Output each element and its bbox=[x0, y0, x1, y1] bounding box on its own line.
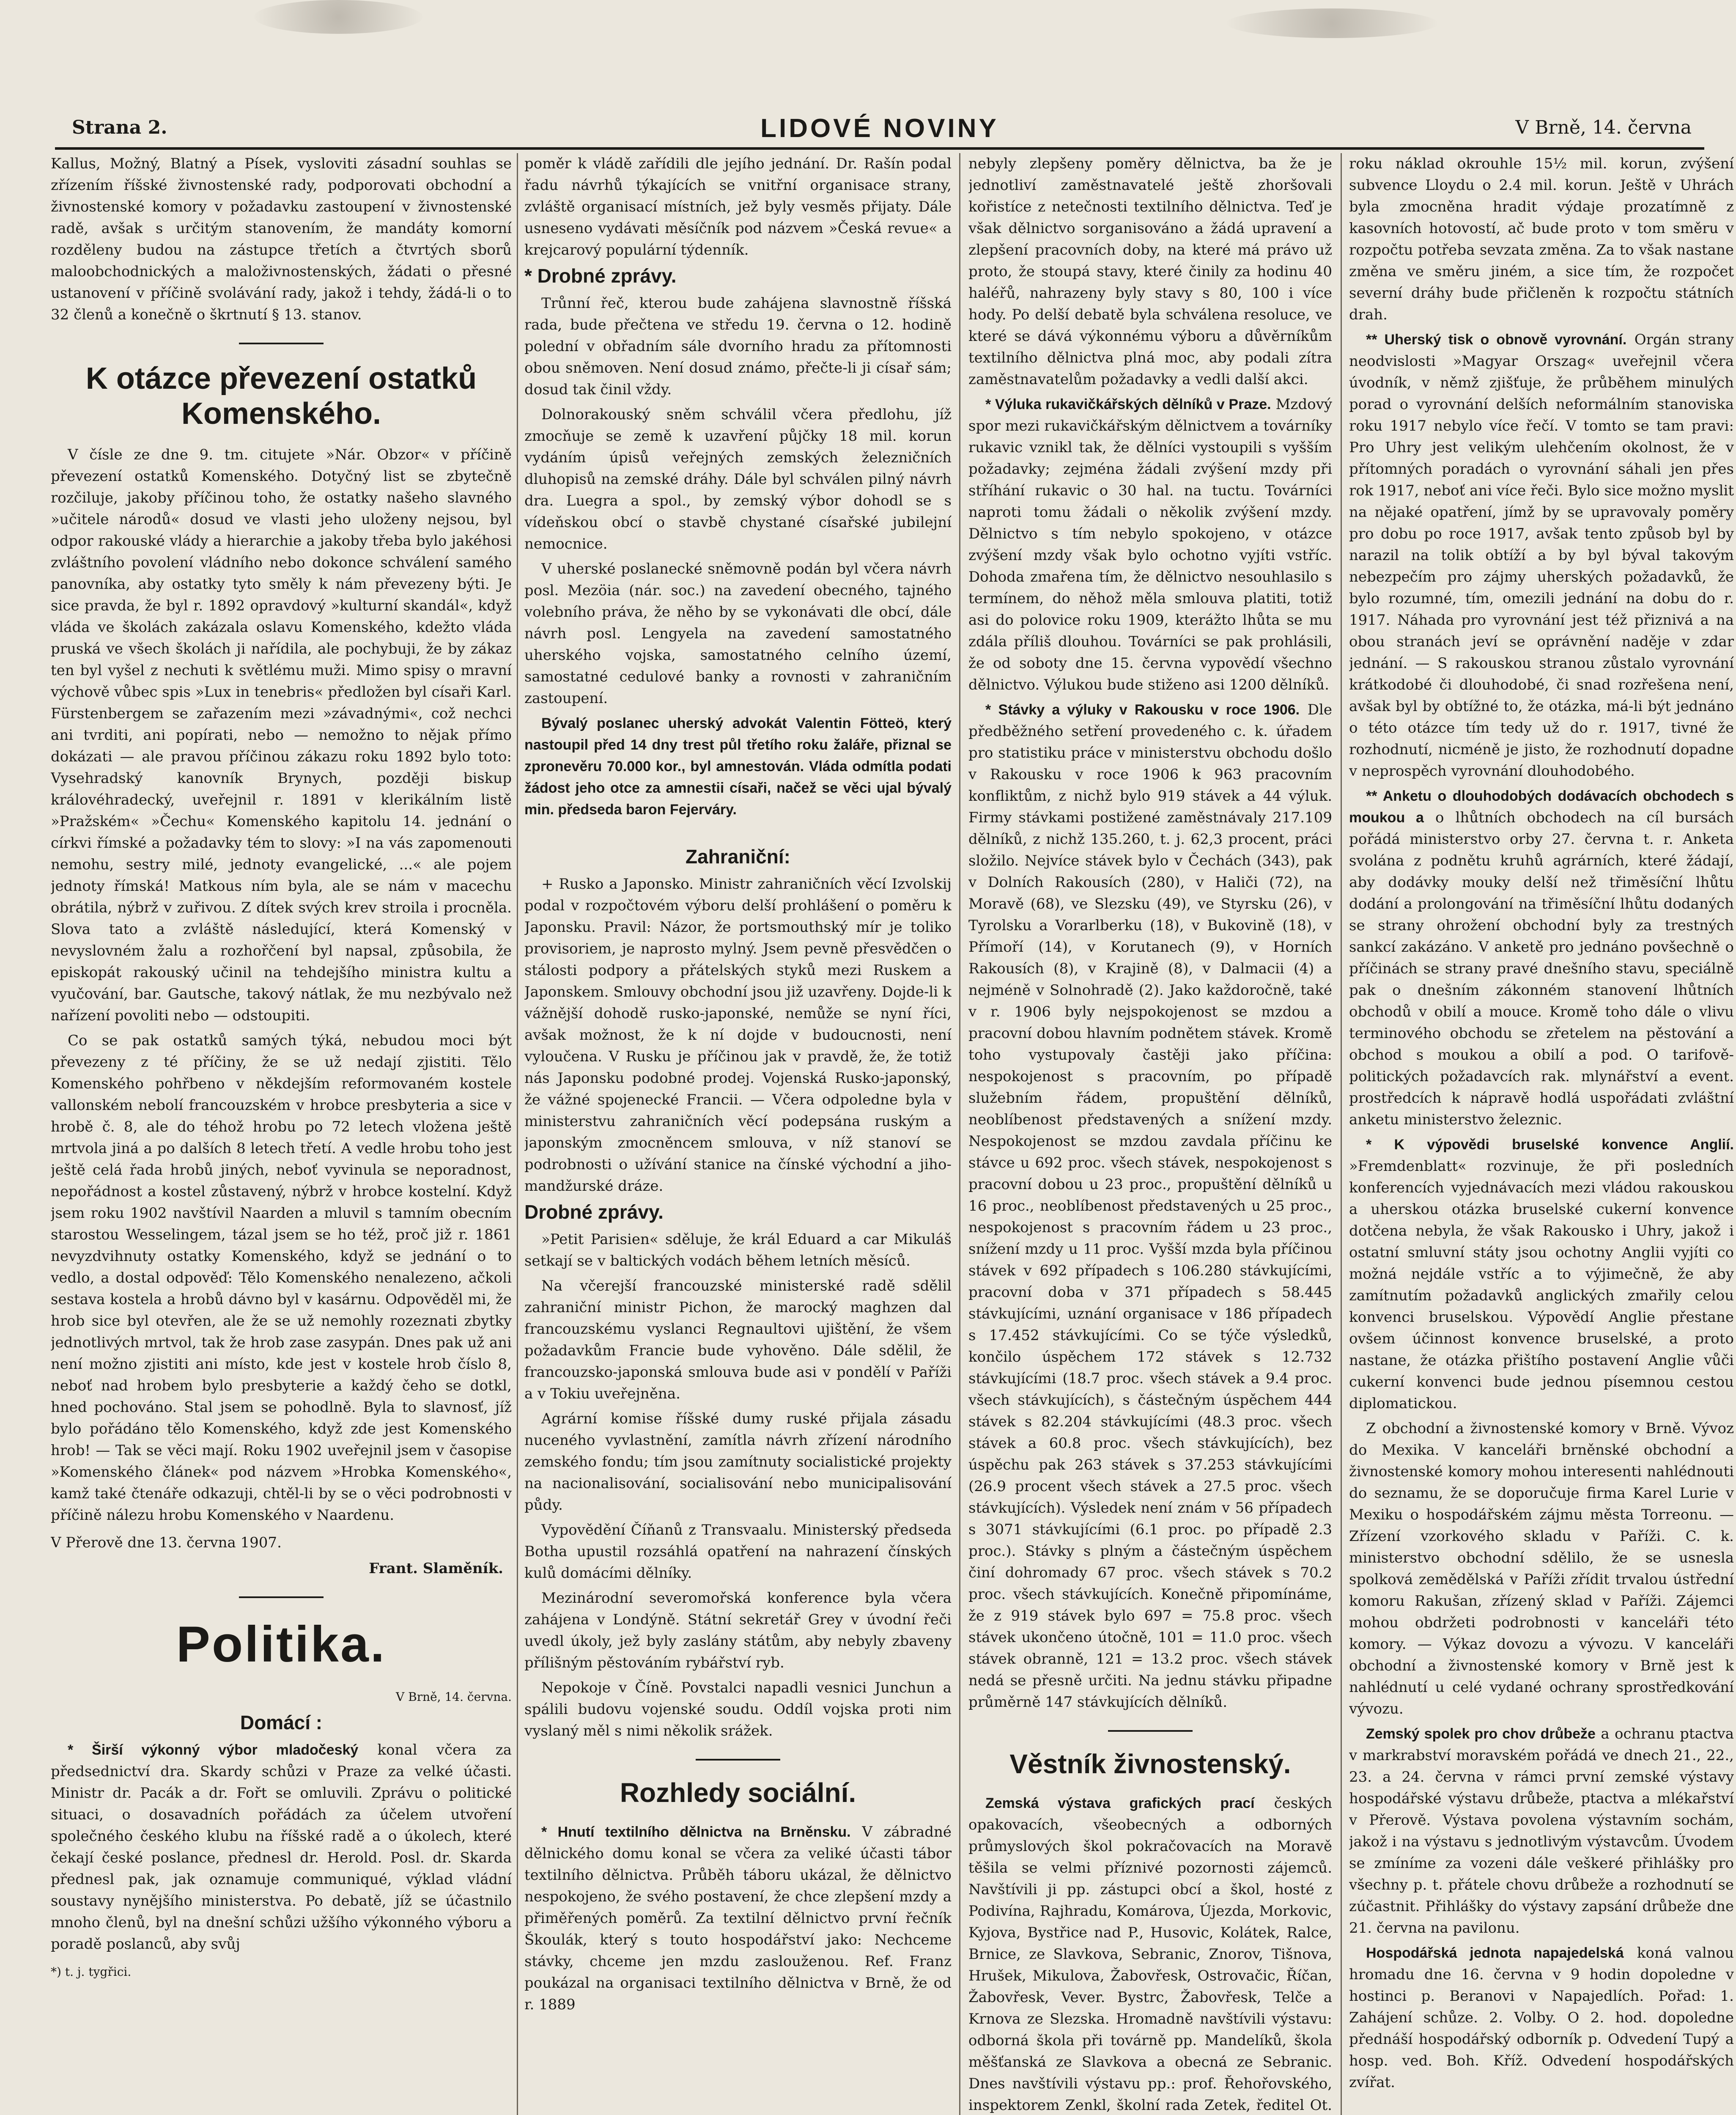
news-item bbox=[968, 394, 1332, 696]
news-lead: * K výpovědi bruselské konvence Anglií. bbox=[1366, 1137, 1734, 1153]
news-lead: * Hnutí textilního dělnictva na Brněnsku. bbox=[541, 1824, 851, 1840]
column-3 bbox=[968, 153, 1332, 2115]
news-text: konal včera za předsednictví dra. Skardy schůzi v Praze za velké účasti. Ministr dr. Pacák a dr. Fořt se omluvili. Zprávu o politické situaci, o dosavadních pořádách za účelem utvoření společného českého klubu na říšské radě a o úkolech, které čekají české poslance, přednesl dr. Herold. Posl. dr. Skarda přednesl pak, jak oznamuje communiqué, výklad vládní soustavy nynějšího ministerstva. Po debatě, jíž se účastnilo mnoho členů, byl na dnešní schůzi užšího výkonného výboru a poradě poslanců, aby svůj bbox=[51, 1741, 512, 1953]
news-item bbox=[968, 1793, 1332, 2115]
news-item: + Rusko a Japonsko. Ministr zahraničních věcí Izvolskij podal v rozpočtovém výboru delší prohlášení o poměru k Japonsku. Pravil: Názor, že portsmouthský mír je toliko provisoriem, je naprosto mylný. Jsem pevně přesvědčen o stálosti podpory a přátelských styků mezi Ruskem a Japonskem. Smlouvy obchodní jsou již uzavřeny. Dojde-li k vážnější dohodě rusko-japonské, nemůže se nyní říci, avšak možnost, že k ní dojde v budoucnosti, není vyloučena. V Rusku je příčinou jak v pravdě, že, že totiž nás Japonsku podobné prodej. Vojenská Rusko-japonský, že vážné spojenecké Francii. — Včera odpoledne byla v ministerstvu zahraničních věcí podepsána ruským a japonským zmocněncem smlouva, v níž stanoví se podrobnosti o užívání stanice na čínské východní a jiho-mandžurské dráze. bbox=[524, 876, 952, 1195]
column-2 bbox=[524, 153, 952, 2115]
section-divider bbox=[1108, 1730, 1193, 1732]
news-lead: ** Anketu o dlouhodobých dodávacích obchodech s moukou a bbox=[1349, 788, 1734, 826]
news-item: Dolnorakouský sněm schválil včera předlohu, jíž zmocňuje se země k uzavření půjčky 18 mil. korun vydáním úpisů veřejných zemských železničních dluhopisů na zemské dráhy. Dále byl schválen pilný návrh dra. Luegra a spol., by zemský výbor dohodl se s vídeňskou obcí o stavbě chystané císařské jubilejní nemocnice. bbox=[524, 406, 952, 552]
article-headline: K otázce převezení ostatků Komenského. bbox=[85, 362, 477, 431]
news-text: koná valnou hromadu dne 16. června v 9 hodin dopoledne v hostinci p. Beranovi v Napajedlích. Pořad: 1. Zahájení schůze. 2. Volby. O 2. hod. dopoledne přednáší hospodářský odborník p. Odvedení Tupý a hosp. ved. Boh. Kříž. Odvedení hospodářských zvířat. bbox=[1349, 1945, 1734, 2091]
column-rule bbox=[517, 153, 518, 2115]
news-text: Orgán strany neodvislosti »Magyar Orszag« uveřejnil včera úvodník, v němž zjišťuje, že průběhem minulých porad o vyrovnání delších neformálním stanoviska roku 1917 nebylo více řečí. V tomto se tam pravi: Pro Uhry jest velikým ulehčením okolnost, že v přítomných poradách o vyrovnání sáhali jen přes rok 1917, neboť ani více řeči. Bylo sice možno myslit na nějaké opatření, jímž by se upravovaly poměry pro dobu po roce 1917, avšak tento způsob byl by narazil na tolik obtíží a by byl býval takovým nebezpečím pro zájmy uherských požadavků, že bylo rozumné, tím, omezili jednání na dobu do r. 1917. Náhada pro vyrovnání jest též přiznivá a na obou stranách jeví se oprávnění naděje v zdar jednání. — S rakouskou stranou zůstalo vyrovnání krátkodobé či dlouhodobé, či snad rozřešena není, avšak byl by obtížné to, že otázka, má-li být jednáno o této otázce tím tedy už do r. 1917, tivné že rozhodnutí, nicméně je jisto, že rozhodnutí dopadne v neprospěch vyrovnání dlouhodobého. bbox=[1349, 331, 1734, 780]
section-divider bbox=[239, 343, 324, 344]
subsection-title: * Drobné zprávy. bbox=[524, 265, 677, 287]
news-item: Na včerejší francouzské ministerské radě sdělil zahraniční ministr Pichon, že marocký maghzen dal francouzskému vyslanci Regnaultovi ujištění, že všem požadavkům Francie bude vyhověno. Dále sdělil, že francouzsko-japonská smlouva bude asi v pondělí v Paříži a v Tokiu uveřejněna. bbox=[524, 1277, 952, 1402]
news-item: Z obchodní a živnostenské komory v Brně. Vývoz do Mexika. V kanceláři brněnské obchodní a živnostenské komory mohou interesenti nahlédnouti do seznamu, že se doporučuje firma Karel Lurie v Mexiku o hospodářském zájmu města Torreonu. — Zřízení vzorkového skladu v Paříži. C. k. ministerstvo obchodní sdělilo, že se usnesla spolková zemědělská v Paříži zřídit trvalou ústřední komoru Rakušan, zřízený sklad v Paříži. Zájemci mohou obdržeti podrobnosti v kanceláři této komory. — Výkaz dovozu a vývozu. V kanceláři obchodní a živnostenské komory v Brně jest k nahlédnutí u celé vydané ochrany sprostředkování vývozu. bbox=[1349, 1420, 1734, 1717]
news-continuation: nebyly zlepšeny poměry dělnictva, ba že je jednotliví zaměstnavatelé ještě zhoršovali kořistíce z netečnosti textilního dělnictva. Teď je však dělnictvo sorganisováno a žádá upravení a zlepšení pracovních doby, na které má právo už proto, že stoupá stavy, které činily za hodinu 40 haléřů, nahrazeny byly stavy s 80, 100 i více hody. Po delší debatě byla schválena resoluce, ve které se dává výkonnému výboru a důvěrníkům textilního dělnictva plná moc, aby podali zítra zaměstnavatelům požadavky a vedli další akci. bbox=[968, 155, 1332, 388]
column-rule bbox=[959, 153, 960, 2115]
section-dateline: V Brně, 14. června. bbox=[396, 1689, 512, 1704]
news-item bbox=[524, 1821, 952, 2016]
news-lead: * Širší výkonný výbor mladočeský bbox=[68, 1741, 359, 1758]
section-divider bbox=[239, 1596, 324, 1598]
news-item bbox=[968, 699, 1332, 1713]
news-item bbox=[1349, 786, 1734, 1131]
news-text: Dle předběžného setření provedeného c. k. úřadem pro statistiku práce v ministerstvu obchodu došlo v Rakousku v roce 1906 k 963 pracovním konfliktům, z nichž bylo 919 stávek a 44 výluk. Firmy stávkami postižené zaměstnávaly 217.109 dělníků, z nichž 135.260, t. j. 62,3 procent, práci složilo. Nejvíce stávek bylo v Čechách (343), pak v Dolních Rakousích (280), v Haliči (72), na Moravě (68), ve Slezsku (49), ve Styrsku (26), v Tyrolsku a Vorarlberku (18), v Bukovině (18), v Přímoří (14), v Korutanech (9), v Horních Rakousích (8), v Krajině (8), v Dalmacii (4) a nejméně v Solnohradě (2). Jako každoročně, také v r. 1906 byly nejspokojenost se mzdou a pracovní dobou hlavním podnětem stávek. Kromě toho vystupovaly častěji jako příčina: nespokojenost s pracovním, po případě služebním řádem, propuštění dělníků, neoblíbenost představených a snížení mzdy. Nespokojenost se mzdou zavdala příčinu ke stávce u 692 proc. všech stávek, nespokojenost s pracovní dobou u 23 proc., propuštění dělníků u 16 proc., neoblíbenost představených u 25 proc., nespokojenost s pracovním řádem u 23 proc., snížení mzdy u 11 proc. Vyšší mzda byla příčinou stávek v 692 případech s 106.280 stávkujícími, pracovní doba v 371 případech s 58.445 stávkujícími, uznání organisace v 186 případech s 17.452 stávkujícími. Co se týče výsledků, končilo úspěchem 172 stávek s 12.732 stávkujícími (18.7 proc. všech stávek a 9.4 proc. všech stávkujících), s částečným úspěchem 444 stávek s 82.204 stávkujícími (48.3 proc. všech stávek a 60.8 proc. všech stávkujících), bez úspěchu pak 263 stávek s 37.253 stávkujícími (26.9 procent všech stávek a 27.5 proc. všech stávkujících). Výsledek není znám v 56 případech s 3071 stávkujícími (6.1 proc. po případě 2.3 proc.). Stávky s plným a částečným úspěchem činí dohromady 67 proc. všech stávek s 70.2 proc. všech stávkujících. Konečně připomínáme, že z 919 stávek bylo 697 = 75.8 proc. všech stávek ukončeno útočně, 101 = 11.0 proc. všech stávek obranně, 121 = 13.2 proc. všech stávek nedá se přesně určiti. Na jednu stávku připadne průměrně 147 stávkujících dělníků. bbox=[968, 701, 1332, 1711]
section-title: Rozhledy sociální. bbox=[620, 1777, 856, 1808]
news-text: a ochranu ptactva v markrabství moravském pořádá ve dnech 21., 22., 23. a 24. června v rámci první zemské výstavy hospodářské výstavu drůbeže, ptactva a mlékařství v Přerově. Výstava povolena výstavním sochám, jakož i na výstavu s jednotlivým výstavcům. Úvodem se zmíníme za vozeni dále veškeré přihlášky pro všechny p. t. přátele chovu drůbeže a rozhodnutí se zúčastnit. Přihlášky do výstavy zapsání drůbeže dne 21. června na pavilonu. bbox=[1349, 1725, 1734, 1936]
news-lead: * Stávky a výluky v Rakousku v roce 1906. bbox=[985, 702, 1300, 718]
article-continuation: Kallus, Možný, Blatný a Písek, vysloviti zásadní souhlas se zřízením říšské živnostenské rady, podporovati obchodní a živnostenské komory v požadavku zastoupení v živnostenské radě, avšak s určitým stanovením, že mandáty komorní rozděleny budou na zástupce třetích a čtvrtých sborů maloobchodnických a maloživnostenských, žádati o přesné ustanovení v příčině svolávání rady, jakož i tehdy, žádá-li o to 32 členů a konečně o škrtnutí § 13. stanov. bbox=[51, 155, 512, 323]
article-paragraph: V čísle ze dne 9. tm. citujete »Nár. Obzor« v příčině převezení ostatků Komenského. Dotyčný list se zbytečně rozčiluje, jakoby příčinou toho, že ostatky našeho slavného »učitele národů« dosud ve vlasti jeho uloženy nejsou, byl odpor rakouské vlády a hierarchie a jakoby třeba bylo jakéhosi zvláštního povolení vládního nebo dokonce schválení samého panovníka, aby ostatky tyto směly k nám převezeny býti. Je sice pravda, že byl r. 1892 opravdový »kulturní skandál«, když vláda ve školách zakázala oslavu Komenského, kdežto vláda pruská ve všech školách ji nařídila, ale pochybuji, že by zákaz ten byl vyšel z nechuti k světlému muži. Mimo spisy o mravní výchově vůbec spis »Lux in tenebris« předložen byl císaři Karl. Fürstenbergem se zařazením mezi »závadnými«, což nechci ani tvrditi, ani popírati, nebo — nemožno to nějak přímo dokázati — ale pravou příčinou zákazu roku 1892 bylo toto: Vysehradský kanovník Brynych, později biskup královéhradecký, uveřejnil r. 1891 v klerikálním listě »Pražském« »Čechu« Komenského kapitolu 14. jednání o církvi římské a požadavky tém to slovy: »I na vás zapomenouti nemohu, sestry milé, jednoty evangelické, ...« ale pojem jednoty římská! Matkous ním byla, ale se nám v macechu obrátila, nýbrž v zuřivou. Z dítek svých krev stroila i procněla. Slova tato a zvláště následující, která Komenský v nevyslovném žalu a rozhořčení byl napsal, způsobila, že episkopát rakouský učinil na tehdejšího ministra kultu a vyučování, bar. Gautsche, takový nátlak, že mu nezbývalo než nařízení povoliti nebo — odstoupiti. bbox=[51, 446, 512, 1024]
news-text: o lhůtních obchodech na cíl bursách pořádá ministerstvo orby 27. června t. r. Anketa svolána z podnětu kruhů agrárních, které žádají, aby dodávky mouky delší než třiměsíční lhůtu dodání a prolongování na třiměsíční lhůtu dodaných se strany ohrožení obchodní byly za trestných sankcí zakázáno. V anketě pro jednáno povšechně o příčinách se strany pravé dnešního stavu, speciálně pak o dnešním zákonném stanovení lhůtních obchodů v obilí a mouce. Kromě toho dále o vlivu terminového obchodu se zřetelem na pěstování a obchod s moukou a obilí a pod. O tarifově-politických požadavcích rak. mlynářství a event. prostředcích k nápravě hodlá uspořádati zvláštní anketu ministerstvo železnic. bbox=[1349, 809, 1734, 1128]
subsection-title: Drobné zprávy. bbox=[524, 1201, 664, 1223]
news-lead: Zemská výstava grafických prací bbox=[985, 1795, 1255, 1811]
subsection-title: Domácí : bbox=[240, 1711, 323, 1733]
news-item: Vypovědění Číňanů z Transvaalu. Ministerský předseda Botha upustil rozsáhlá opatření na nahrazení čínských kulů domácími dělníky. bbox=[524, 1522, 952, 1582]
news-continuation: poměr k vládě zařídili dle jejího jednání. Dr. Rašín podal řadu návrhů týkajících se vnitřní organisace strany, zvláště organisací místních, jež byly vesměs přijaty. Dále usneseno vydávati měsíčník pod názvem »Česká revue« a krejcarový populární týdenník. bbox=[524, 155, 952, 258]
news-item: Agrární komise říšské dumy ruské přijala zásadu nuceného vyvlastnění, zamítla návrh zřízení národního zemského fondu; tím jsou zamítnuty socialistické projekty na nacionalisování, socialisování nebo municipalisování půdy. bbox=[524, 1410, 952, 1513]
paper-stain bbox=[254, 0, 423, 34]
article-dateline: V Přerově dne 13. června 1907. bbox=[51, 1534, 282, 1551]
column-rule bbox=[1341, 153, 1342, 2115]
news-item: Mezinárodní severomořská konference byla včera zahájena v Londýně. Státní sekretář Grey v úvodní řeči uvedl úkoly, jež byly zaslány státům, aby nebyly zbaveny přílišným pěstováním rybářství ryb. bbox=[524, 1590, 952, 1671]
news-lead: Hospodářská jednota napajedelská bbox=[1366, 1945, 1624, 1961]
subsection-title: Zahraniční: bbox=[686, 846, 790, 868]
news-text: V zábradné dělnického domu konal se včera za veliké účasti tábor textilního dělnictva. Průběh táboru ukázal, že dělnictvo nespokojeno, že svého postavení, že chce zlepšení mzdy a přiměřených poměrů. Za textilní dělnictvo první řečník Škoulák, který s touto hospodářství jako: Nechceme stávky, chceme jen mzdu zaslouženou. Ref. Franz poukázal na organisaci textilního dělnictva v Brně, že od r. 1889 bbox=[524, 1823, 952, 2013]
news-lead: * Výluka rukavičkářských dělníků v Praze. bbox=[985, 396, 1271, 412]
news-item: Trůnní řeč, kterou bude zahájena slavnostně říšská rada, bude přečtena ve středu 19. června o 12. hodině polední v obřadním sále dvorního hradu za přítomnosti obou sněmoven. Není dosud známo, přečte-li ji císař sám; dosud tak činil vždy. bbox=[524, 295, 952, 398]
news-item: Bývalý poslanec uherský advokát Valentin Fötteö, který nastoupil před 14 dny trest půl třetího roku žaláře, přiznal se zpronevěru 70.000 kor., byl amnestován. Vláda odmítla podati žádost jeho otce za amnestii císaři, načež se věci ujal bývalý min. předseda baron Fejerváry. bbox=[524, 715, 952, 818]
news-text: českých opakovacích, všeobecných a odborných průmyslových škol pokračovacích na Moravě těšila se velmi příznivé pozornosti zájemců. Navštívili ji pp. zástupci obcí a škol, hosté z Podivína, Rajhradu, Komárova, Újezda, Morkovic, Kyjova, Bystřice nad P., Husovic, Kolátek, Ralce, Brnice, ze Slavkova, Sebranic, Znorov, Tišnova, Hrušek, Mikulova, Žabovřesk, Ostrovačic, Říčan, Žabovřesk, Vever. Bystrc, Žabovřesk, Telče a Krnova ze Slezska. Hromadně navštívili výstavu: odborná škola při továrně pp. Mandelíků, škola měšťanská ze Slavkova a obecná ze Sebranic. Dnes navštívili výstavu pp.: prof. Řehořovského, inspektorem Zenkl, školní rada Zetek, ředitel Ot. bbox=[968, 1794, 1332, 2114]
news-text: Mzdový spor mezi rukavičkářským dělnictvem a továrníky rukavic vznikl tak, že dělníci vystoupili s vyšším požadavky; zejména žádali zvýšení mzdy při stříhání rukavic o 30 hal. na tuctu. Továrníci naproti tomu žádali o několik zvýšení mzdy. Dělnictvo s tím nebylo spokojeno, v otázce zvýšení mzdy však bylo ochotno vyjíti vstříc. Dohoda zmařena tím, že dělnictvo nesouhlasilo s termínem, do něhož měla smlouva platiti, totiž asi do polovice roku 1909, kterážto lhůta se mu zdála příliš dlouhou. Továrníci se pak prohlásili, že od soboty dne 15. června vypovědí všechno dělnictvo. Výlukou bude stiženo asi 1200 dělníků. bbox=[968, 396, 1332, 693]
newspaper-title: LIDOVÉ NOVINY bbox=[760, 114, 999, 143]
column-4 bbox=[1349, 153, 1734, 2115]
news-item: Nepokoje v Číně. Povstalci napadli vesnici Junchun a spálili budovu vojenské soudu. Oddíl vojska proti nim vyslaný měl s nimi několik srážek. bbox=[524, 1679, 952, 1739]
issue-date: V Brně, 14. června bbox=[1515, 117, 1692, 138]
section-title: Věstník živnostenský. bbox=[1009, 1749, 1291, 1779]
news-item: »Petit Parisien« sděluje, že král Eduard a car Mikuláš setkají se v baltických vodách během letních měsíců. bbox=[524, 1231, 952, 1269]
news-item: V uherské poslanecké sněmovně podán byl včera návrh posl. Mezöia (nár. soc.) na zavedení obecného, tajného volebního práva, že něho by se vykonávati dle obcí, dále návrh posl. Lengyela na zavedení samostatného uherského vojska, samostatného celního území, samostatné cedulové banky a rovnosti v zahraničním zastoupení. bbox=[524, 560, 952, 707]
news-item bbox=[51, 1739, 512, 1955]
page-header bbox=[55, 113, 1704, 150]
paper-stain bbox=[1226, 8, 1438, 38]
footnote: *) t. j. tygřici. bbox=[51, 1964, 132, 1979]
section-divider bbox=[696, 1759, 780, 1761]
column-1 bbox=[51, 153, 512, 2115]
news-text: »Fremdenblatt« rozvinuje, že při posledních konferencích vyjednávacích mezi vládou rakouskou a uherskou otázka bruselské cukerní konvence dotčena nebyla, že však Rakousko i Uhry, jakož i ostatní smluvní státy jsou ochotny Anglii vyjíti co možná nejdále vstříc a to výjimečně, že aby zamítnutím požadavků anglických zmařily celou konvenci bruselskou. Výpovědí Anglie přestane ovšem účinnost konvence bruselské, a proto nastane, že otázka přištího postavení Anglie vůči cukerní konvenci bude jednou písemnou cestou diplomatickou. bbox=[1349, 1158, 1734, 1412]
news-continuation: roku náklad okrouhle 15½ mil. korun, zvýšení subvence Lloydu o 2.4 mil. korun. Ještě v Uhrách byla zmocněna hradit výdaje prozatímně z kasovních hotovostí, ač bude proto v tom směru v rozpočtu potřeba sevzata změna. Za to však nastane změna ve směru jiném, a sice tím, že rozpočet severní dráhy bude přičleněn k rozpočtu státních drah. bbox=[1349, 155, 1734, 323]
article-signature: Frant. Slaměník. bbox=[369, 1560, 503, 1577]
news-item bbox=[1349, 1723, 1734, 1939]
news-lead: Zemský spolek pro chov drůbeže bbox=[1366, 1726, 1596, 1742]
section-title: Politika. bbox=[176, 1615, 387, 1673]
news-item bbox=[1349, 329, 1734, 782]
article-paragraph: Co se pak ostatků samých týká, nebudou moci být převezeny z té příčiny, že se už nedají zjistiti. Tělo Komenského pohřbeno v někdejším reformovaném kostele vallonském nebolí francouzském v hrobce presbyteria a sice v hrobě č. 8, ale do téhož hrobu po 72 letech vložena ještě mrtvola jiná a po dalších 8 letech třetí. A vedle hrobu toho jest ještě celá řada hrobů jiných, neboť vyvinula se neporadnost, nepořádnost a kostel zůstavený, nýbrž v hrobce kostelní. Když jsem roku 1902 navštívil Naarden a mluvil s tamním obecním starostou Wesselingem, tázal jsem se ho též, proč již r. 1861 nevyzdvihnuty ostatky Komenského, když se jednání o to vedlo, a dostal odpověď: Tělo Komenského nenalezeno, ačkoli sestava kostela a hrobů dávno byl v kasárnu. Odpověděl mi, že hrob sice byl otevřen, ale že se už nemohly rozeznati zbytky jednotlivých mrtvol, tak že hrob zase zasypán. Dnes pak už ani není možno zjistiti ani místo, kde jest v kostele hrob číslo 8, neboť nad hrobem bylo presbyterie a každý čeho se dotkl, hned pochováno. Stal jsem se pohodlně. Byla to slavnosť, jíž bylo pořádáno tělo Komenského, když zde jest Komenského hrob! — Tak se věci mají. Roku 1902 uveřejnil jsem v časopise »Komenského článek« pod názvem »Hrobka Komenského«, kamž také čtenáře odkazuji, chtěl-li by se o věci podrobnosti v příčině nálezu hrobu Komenského v Naardenu. bbox=[51, 1032, 512, 1524]
news-item bbox=[1349, 1942, 1734, 2093]
news-lead: ** Uherský tisk o obnově vyrovnání. bbox=[1366, 332, 1627, 348]
news-item bbox=[1349, 1134, 1734, 1415]
page-number: Strana 2. bbox=[72, 117, 167, 138]
